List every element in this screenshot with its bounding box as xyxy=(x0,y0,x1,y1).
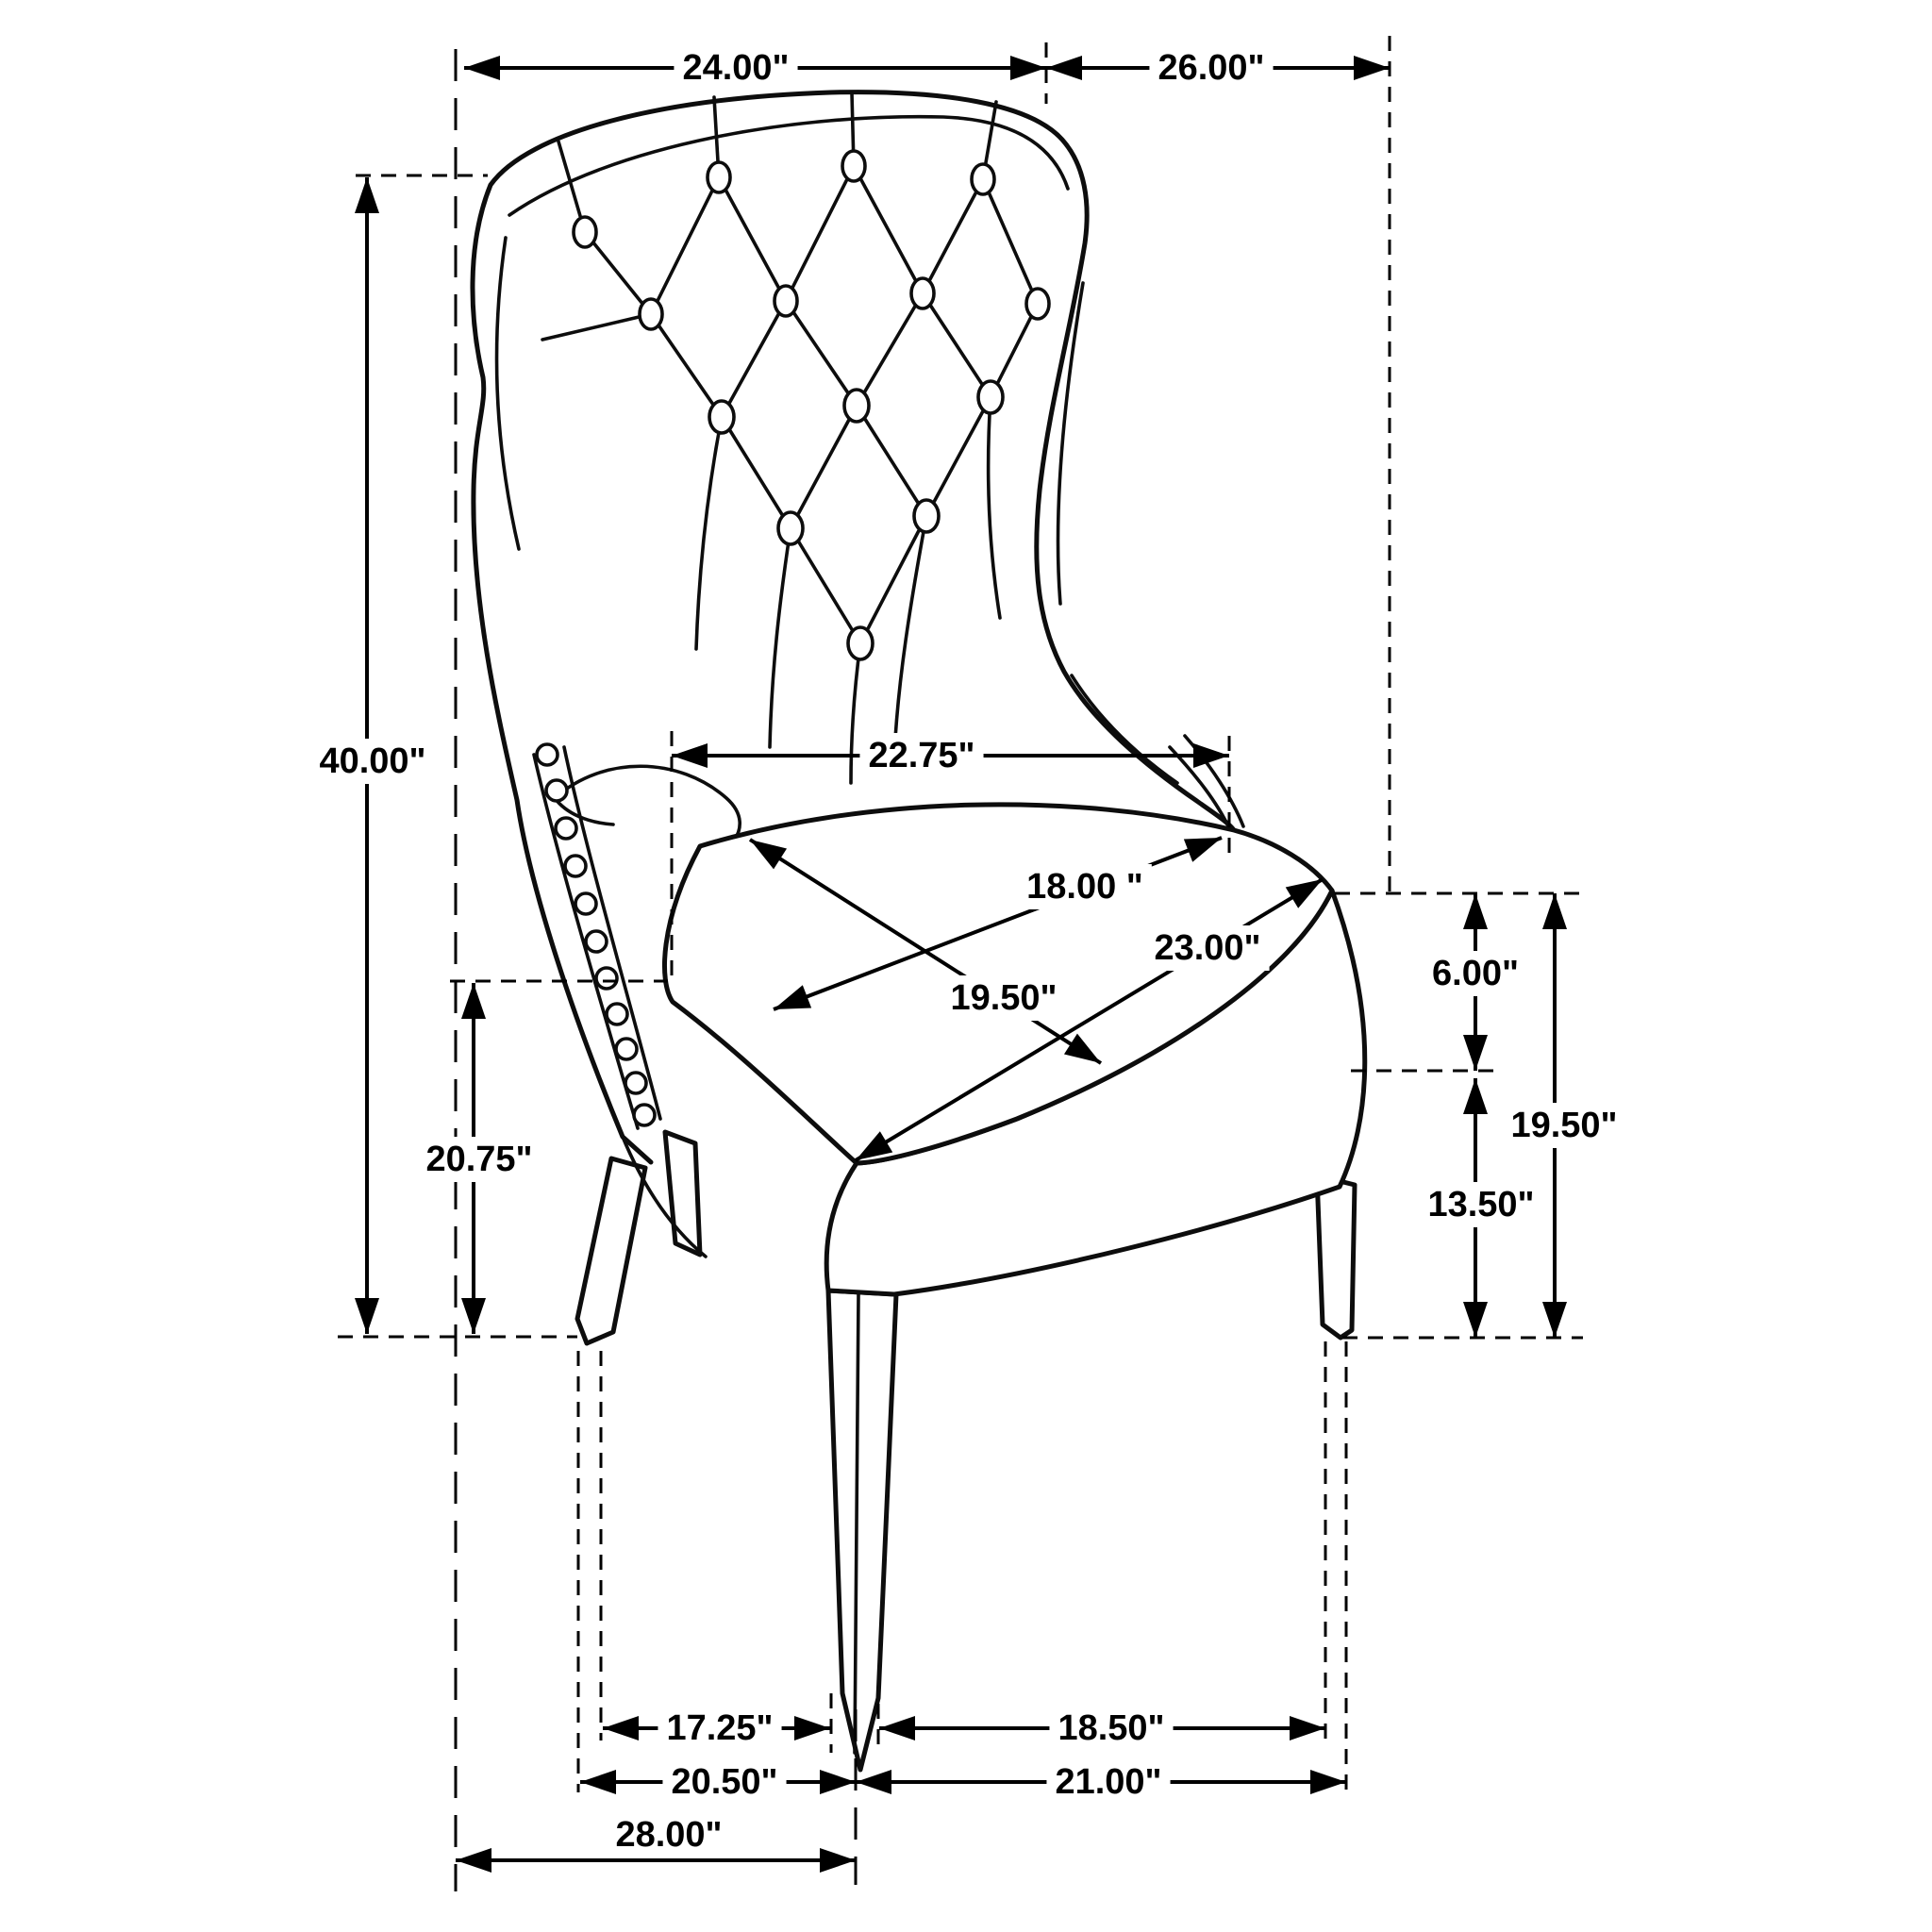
dimension-label-seat-thickness: 6.00" xyxy=(1432,954,1519,993)
dimension-arrowhead xyxy=(1463,893,1488,929)
dimension-label-seat-diag-b: 19.50" xyxy=(950,978,1058,1018)
dimension-label-group-leg-clearance xyxy=(1419,1182,1542,1227)
dimension-arrowhead xyxy=(1354,56,1390,80)
dimension-arrowhead xyxy=(820,1770,856,1794)
dimension-label-group-seat-thickness xyxy=(1424,951,1527,996)
back-right-leg xyxy=(1317,1175,1355,1338)
dimension-arrowhead xyxy=(1010,56,1046,80)
dimension-label-group-overall-depth xyxy=(615,1815,722,1855)
dimension-label-seat-diag-a: 18.00 " xyxy=(1026,867,1143,907)
dimension-label-group-top-depth xyxy=(1149,45,1273,91)
dimension-arrowhead xyxy=(580,1770,616,1794)
dimension-arrowhead xyxy=(672,743,708,768)
front-center-leg xyxy=(828,1291,896,1770)
dimension-label-seat-width: 23.00" xyxy=(1154,928,1261,968)
dimension-arrowhead xyxy=(461,1298,486,1334)
dimension-label-group-seat-diag-b xyxy=(941,975,1065,1021)
dimension-label-group-arm-height xyxy=(417,1137,541,1182)
dimension-label-group-back-width xyxy=(859,733,983,778)
dimension-label-group-side-depth xyxy=(1046,1759,1170,1805)
dimension-label-side-depth: 21.00" xyxy=(1055,1762,1162,1802)
dimension-arrowhead xyxy=(1310,1770,1346,1794)
dimension-label-side-leg-span: 18.50" xyxy=(1058,1708,1165,1748)
dimension-arrowhead xyxy=(1542,1302,1567,1338)
dimension-arrowhead xyxy=(1046,56,1082,80)
dimension-label-back-width: 22.75" xyxy=(868,736,975,775)
dimension-arrowhead xyxy=(1463,1035,1488,1071)
dimension-label-leg-clearance: 13.50" xyxy=(1427,1185,1535,1224)
dimension-arrowhead xyxy=(1463,1302,1488,1338)
dimension-label-overall-height: 40.00" xyxy=(319,741,426,781)
dimension-label-group-front-leg-span xyxy=(658,1706,781,1751)
dimension-arrowhead xyxy=(603,1716,639,1740)
dimension-arrowhead xyxy=(355,177,379,213)
dimension-label-front-leg-span: 17.25" xyxy=(666,1708,774,1748)
dimension-label-top-width: 24.00" xyxy=(682,48,790,88)
dimension-arrowhead xyxy=(879,1716,915,1740)
dimension-arrowhead xyxy=(456,1848,491,1873)
dimension-label-group-side-leg-span xyxy=(1049,1706,1173,1751)
dimension-arrowhead xyxy=(1290,1716,1325,1740)
chair-left-inner-seam xyxy=(497,238,519,549)
dimension-arrowhead xyxy=(1463,1078,1488,1114)
dimension-label-group-top-width xyxy=(674,45,797,91)
dimension-arrowhead xyxy=(1193,743,1229,768)
dimension-arrowhead xyxy=(461,983,486,1019)
dimension-label-arm-height: 20.75" xyxy=(425,1140,533,1179)
dimension-arrowhead xyxy=(464,56,500,80)
dimension-label-group-front-width xyxy=(662,1759,786,1805)
dimension-arrowhead xyxy=(820,1848,856,1873)
dimension-label-group-seat-diag-a xyxy=(1018,864,1152,909)
dimension-label-front-width: 20.50" xyxy=(671,1762,778,1802)
dimension-label-overall-depth: 28.00" xyxy=(615,1815,723,1855)
dimension-arrowhead xyxy=(856,1770,891,1794)
front-left-leg xyxy=(577,1158,645,1343)
dimension-label-group-overall-height xyxy=(310,739,434,784)
dimension-arrowhead xyxy=(1542,893,1567,929)
dimension-label-group-seat-width xyxy=(1145,925,1269,971)
dimension-label-seat-height: 19.50" xyxy=(1510,1106,1618,1145)
dimension-label-top-depth: 26.00" xyxy=(1158,48,1265,88)
dimension-arrowhead xyxy=(355,1298,379,1334)
tufting-lattice xyxy=(542,93,1038,783)
dimension-label-group-seat-height xyxy=(1502,1103,1625,1148)
dimension-arrowhead xyxy=(794,1716,830,1740)
tufting-buttons xyxy=(574,151,1049,659)
chair-wing-edge-seam xyxy=(1072,675,1177,783)
